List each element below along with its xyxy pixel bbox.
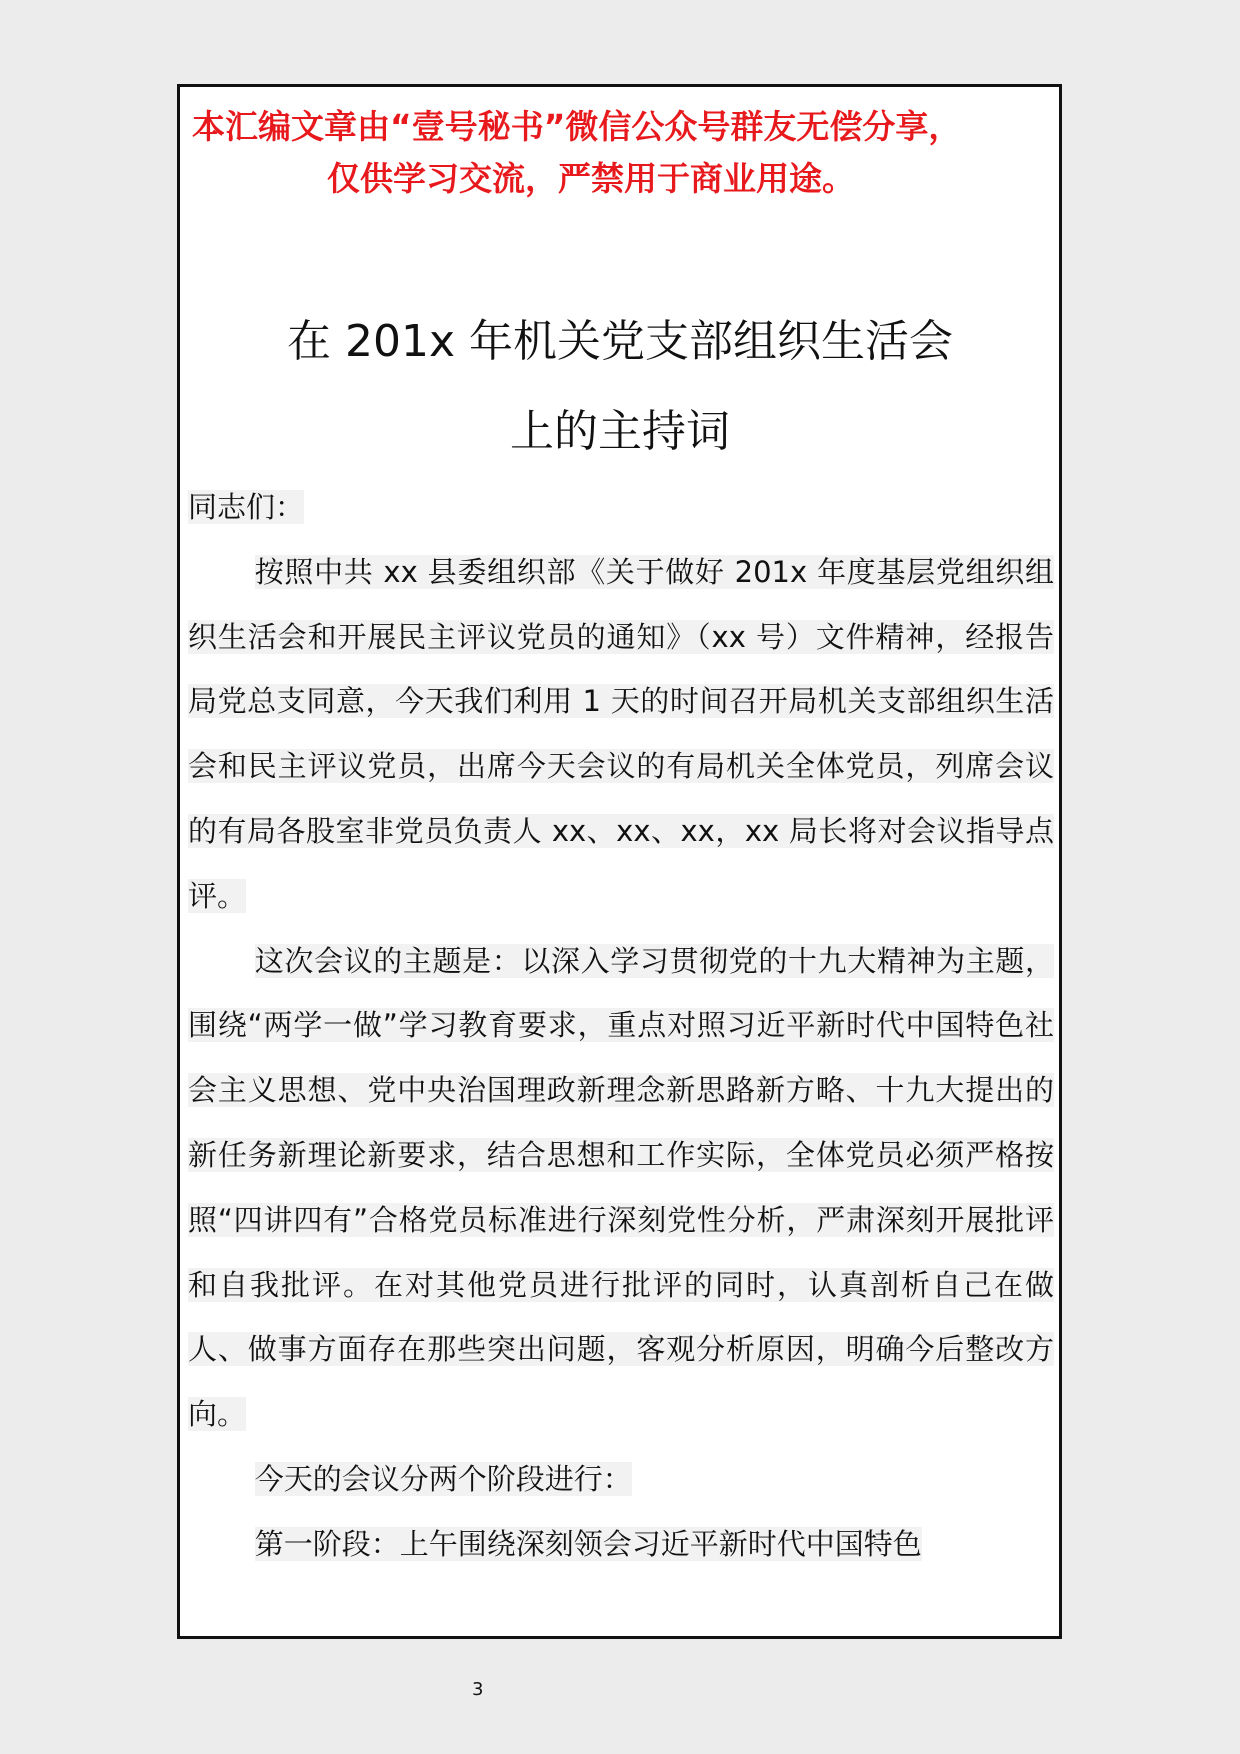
paragraph-2: 这次会议的主题是：以深入学习贯彻党的十九大精神为主题，围绕“两学一做”学习教育要求，重点对照习近平新时代中国特色社会主义思想、党中央治国理政新理念新思路新方略、十九大提出的新任务新理论新要求，结合思想和工作实际，全体党员必须严格按照“四讲四有”合格党员标准进行深刻党性分析，严肃深刻开展批评和自我批评。在对其他党员进行批评的同时，认真剖析自己在做人、做事方面存在那些突出问题，客观分析原因，明确今后整改方向。 [188,943,1054,1432]
document-body [188,475,1054,1577]
paragraph-4: 第一阶段：上午围绕深刻领会习近平新时代中国特色 [254,1526,922,1561]
paragraph-3: 今天的会议分两个阶段进行： [254,1461,632,1496]
document-page [177,84,1062,1700]
paragraph-1: 按照中共 xx 县委组织部《关于做好 201x 年度基层党组织组织生活会和开展民主评议党员的通知》（xx 号）文件精神，经报告局党总支同意，今天我们利用 1 天的时间召开局机关支部组织生活会和民主评议党员，出席今天会议的有局机关全体党员，列席会议的有局各股室非党员负责人 xx、xx、xx，xx 局长将对会议指导点评。 [188,554,1054,913]
document-title-line-1: 在 201x 年机关党支部组织生活会 [287,316,953,367]
document-title-line-2: 上的主持词 [510,406,730,457]
notice-line-1: 本汇编文章由“壹号秘书”微信公众号群友无偿分享， [192,107,962,146]
salutation: 同志们： [188,490,305,524]
copyright-notice [192,101,1072,205]
notice-line-2: 仅供学习交流，严禁用于商业用途。 [327,159,855,198]
page-number: 3 [472,1679,484,1700]
